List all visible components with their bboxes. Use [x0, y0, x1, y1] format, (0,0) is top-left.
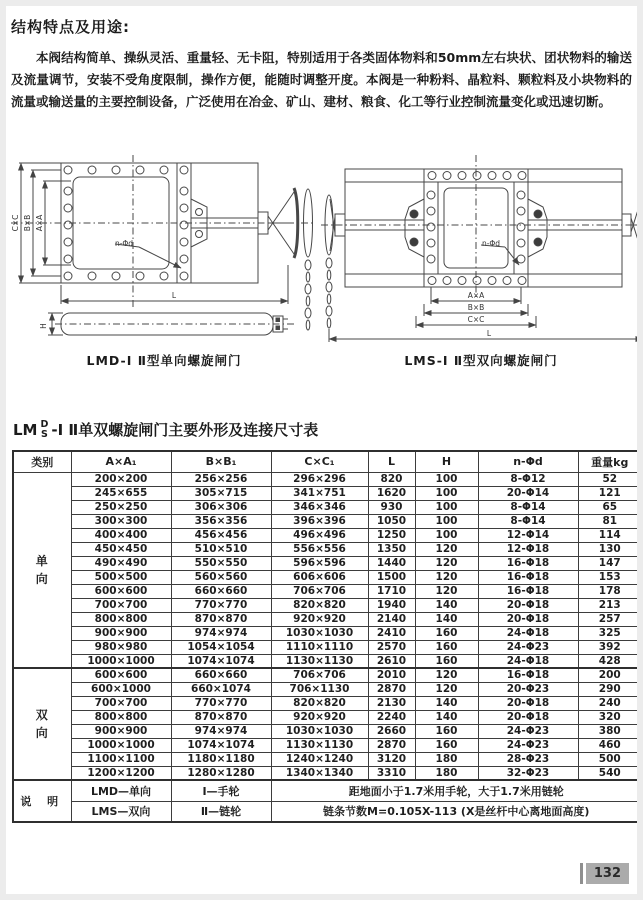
table-row [13, 598, 642, 612]
table-cell: 100 [415, 500, 478, 514]
table-cell: 16-Φ18 [478, 668, 578, 682]
table-cell: 16-Φ18 [478, 570, 578, 584]
table-cell: 560×560 [171, 570, 271, 584]
table-cell: 链条节数M=0.105X-113 (X是丝杆中心离地面高度) [271, 801, 642, 822]
spec-table-body [13, 472, 642, 822]
table-cell: 1710 [368, 584, 415, 598]
table-cell: 1340×1340 [271, 766, 368, 780]
table-title-fraction: D S [40, 418, 49, 440]
table-cell: 1940 [368, 598, 415, 612]
table-title-prefix: LM [13, 420, 38, 439]
table-cell: 100 [415, 472, 478, 486]
table-cell: 1000×1000 [71, 738, 171, 752]
table-cell: 140 [415, 612, 478, 626]
table-row [13, 668, 642, 682]
table-cell: 160 [415, 738, 478, 752]
table-row [13, 556, 642, 570]
table-cell: 20-Φ18 [478, 598, 578, 612]
table-cell: 660×660 [171, 668, 271, 682]
table-cell: 320 [578, 710, 642, 724]
table-header-row [13, 451, 642, 472]
table-cell: 600×1000 [71, 682, 171, 696]
table-cell: 974×974 [171, 724, 271, 738]
col-header: n-Φd [478, 451, 578, 472]
table-cell: 1130×1130 [271, 738, 368, 752]
table-cell: 820 [368, 472, 415, 486]
table-cell: 240 [578, 696, 642, 710]
table-cell: 2570 [368, 640, 415, 654]
table-cell: 428 [578, 654, 642, 668]
table-cell: 2870 [368, 682, 415, 696]
dim-label-h: H [39, 323, 48, 329]
table-cell: 500×500 [71, 570, 171, 584]
page-number-value: 132 [586, 863, 629, 884]
table-cell: 300×300 [71, 514, 171, 528]
table-cell: 100 [415, 514, 478, 528]
table-cell: 120 [415, 570, 478, 584]
table-cell: 32-Φ23 [478, 766, 578, 780]
table-cell: 8-Φ12 [478, 472, 578, 486]
table-cell: 257 [578, 612, 642, 626]
table-cell: 380 [578, 724, 642, 738]
table-cell: 1200×1200 [71, 766, 171, 780]
table-cell: 3120 [368, 752, 415, 766]
table-row [13, 472, 642, 486]
table-cell: 1030×1030 [271, 626, 368, 640]
table-cell: Ⅰ—手轮 [171, 780, 271, 801]
table-cell: 120 [415, 556, 478, 570]
section-heading: 结构特点及用途: [11, 18, 130, 36]
page-number [580, 863, 629, 884]
table-cell: 1000×1000 [71, 654, 171, 668]
table-cell: 456×456 [171, 528, 271, 542]
table-cell: 900×900 [71, 724, 171, 738]
table-row [13, 570, 642, 584]
table-row [13, 640, 642, 654]
table-cell: 800×800 [71, 612, 171, 626]
table-row [13, 542, 642, 556]
table-cell: 980×980 [71, 640, 171, 654]
table-cell: 24-Φ23 [478, 724, 578, 738]
table-cell: 2240 [368, 710, 415, 724]
table-cell: 20-Φ18 [478, 710, 578, 724]
page-number-bar [580, 863, 583, 884]
table-cell: 1074×1074 [171, 654, 271, 668]
table-cell: 2660 [368, 724, 415, 738]
table-cell: 1030×1030 [271, 724, 368, 738]
table-cell: 500 [578, 752, 642, 766]
table-cell: 8-Φ14 [478, 514, 578, 528]
table-cell: 820×820 [271, 696, 368, 710]
table-row [13, 738, 642, 752]
table-cell: 400×400 [71, 528, 171, 542]
table-row [13, 710, 642, 724]
table-cell: 1620 [368, 486, 415, 500]
table-cell: 130 [578, 542, 642, 556]
table-cell: 325 [578, 626, 642, 640]
category-cell: 双 向 [13, 668, 71, 780]
table-cell: 460 [578, 738, 642, 752]
table-cell: 600×600 [71, 584, 171, 598]
table-cell: 8-Φ14 [478, 500, 578, 514]
table-cell: 346×346 [271, 500, 368, 514]
table-cell: 1440 [368, 556, 415, 570]
table-cell: 510×510 [171, 542, 271, 556]
table-cell: 24-Φ23 [478, 640, 578, 654]
table-cell: 120 [415, 682, 478, 696]
table-cell: 160 [415, 724, 478, 738]
dim-label-cxc: C×C [11, 214, 20, 232]
table-row [13, 682, 642, 696]
table-note-row [13, 801, 642, 822]
table-cell: 341×751 [271, 486, 368, 500]
table-cell: 820×820 [271, 598, 368, 612]
table-cell: 121 [578, 486, 642, 500]
table-row [13, 500, 642, 514]
table-cell: 600×600 [71, 668, 171, 682]
col-header: A×A₁ [71, 451, 171, 472]
table-cell: 213 [578, 598, 642, 612]
table-cell: 700×700 [71, 696, 171, 710]
table-cell: 306×306 [171, 500, 271, 514]
table-cell: 870×870 [171, 612, 271, 626]
table-cell: 2010 [368, 668, 415, 682]
table-row [13, 528, 642, 542]
table-row [13, 752, 642, 766]
table-cell: 606×606 [271, 570, 368, 584]
table-cell: 65 [578, 500, 642, 514]
table-cell: 28-Φ23 [478, 752, 578, 766]
table-cell: 1250 [368, 528, 415, 542]
table-cell: 930 [368, 500, 415, 514]
table-cell: 1180×1180 [171, 752, 271, 766]
table-row [13, 584, 642, 598]
col-header: 类别 [13, 451, 71, 472]
notes-label: 说 明 [13, 780, 71, 822]
table-cell: 120 [415, 542, 478, 556]
dim-label-bxb: B×B [23, 214, 32, 232]
table-cell: 180 [415, 752, 478, 766]
table-cell: 24-Φ23 [478, 738, 578, 752]
table-cell: 140 [415, 598, 478, 612]
table-cell: 180 [415, 766, 478, 780]
category-cell: 单 向 [13, 472, 71, 668]
table-title-suffix: -Ⅰ Ⅱ单双螺旋闸门主要外形及连接尺寸表 [51, 421, 319, 439]
dim-label-l: L [171, 291, 177, 300]
table-cell: 160 [415, 626, 478, 640]
lmd-drawing [11, 155, 316, 347]
table-cell: 120 [415, 668, 478, 682]
table-cell: 1050 [368, 514, 415, 528]
table-cell: 24-Φ18 [478, 626, 578, 640]
table-cell: 305×715 [171, 486, 271, 500]
table-cell: 2870 [368, 738, 415, 752]
table-cell: 490×490 [71, 556, 171, 570]
col-header: 重量kg [578, 451, 642, 472]
table-cell: 1240×1240 [271, 752, 368, 766]
table-cell: 920×920 [271, 710, 368, 724]
dim-label-n-phi-d: n-Φd [114, 239, 134, 248]
table-cell: 16-Φ18 [478, 584, 578, 598]
table-cell: 178 [578, 584, 642, 598]
table-cell: 140 [415, 710, 478, 724]
table-cell: 1074×1074 [171, 738, 271, 752]
table-cell: 706×706 [271, 668, 368, 682]
table-cell: 770×770 [171, 598, 271, 612]
table-cell: 496×496 [271, 528, 368, 542]
table-cell: 2130 [368, 696, 415, 710]
table-cell: 160 [415, 654, 478, 668]
table-cell: 16-Φ18 [478, 556, 578, 570]
table-cell: 140 [415, 696, 478, 710]
table-cell: Ⅱ—链轮 [171, 801, 271, 822]
table-cell: 540 [578, 766, 642, 780]
table-cell: 200 [578, 668, 642, 682]
table-cell: 392 [578, 640, 642, 654]
table-cell: 296×296 [271, 472, 368, 486]
table-cell: 52 [578, 472, 642, 486]
table-row [13, 612, 642, 626]
table-cell: 245×655 [71, 486, 171, 500]
table-cell: 1350 [368, 542, 415, 556]
table-cell: 100 [415, 486, 478, 500]
table-cell: 距地面小于1.7米用手轮，大于1.7米用链轮 [271, 780, 642, 801]
table-cell: 20-Φ14 [478, 486, 578, 500]
table-cell: 81 [578, 514, 642, 528]
table-cell: 1500 [368, 570, 415, 584]
table-cell: LMD—单向 [71, 780, 171, 801]
table-cell: 2410 [368, 626, 415, 640]
table-title [13, 419, 634, 440]
table-cell: 290 [578, 682, 642, 696]
lms-drawing [321, 155, 643, 347]
table-cell: 660×1074 [171, 682, 271, 696]
table-cell: 160 [415, 640, 478, 654]
table-cell: 2140 [368, 612, 415, 626]
dim-label-l: L [486, 329, 492, 338]
table-cell: 200×200 [71, 472, 171, 486]
table-cell: 550×550 [171, 556, 271, 570]
table-row [13, 486, 642, 500]
table-cell: 100 [415, 528, 478, 542]
table-cell: 120 [415, 584, 478, 598]
lms-caption: LMS-Ⅰ Ⅱ型双向螺旋闸门 [404, 353, 558, 368]
table-cell: 706×706 [271, 584, 368, 598]
table-cell: 596×596 [271, 556, 368, 570]
table-cell: 800×800 [71, 710, 171, 724]
dim-label-axa: A×A [35, 214, 44, 232]
table-cell: 256×256 [171, 472, 271, 486]
table-cell: 12-Φ14 [478, 528, 578, 542]
description-paragraph: 本阀结构简单、操纵灵活、重量轻、无卡阻，特别适用于各类固体物料和50mm左右块状、团状物料的输送及流量调节，安装不受角度限制，操作方便，能随时调整开度。本阀是一种粉料、晶粒料、颗粒料及小块物料的流量或输送量的主要控制设备，广泛使用在冶金、矿山、建材、粮食、化工等行业控制流量变化或迅速切断。 [11, 50, 632, 109]
col-header: B×B₁ [171, 451, 271, 472]
table-row [13, 766, 642, 780]
table-cell: 1130×1130 [271, 654, 368, 668]
table-note-row [13, 780, 642, 801]
table-cell: 1100×1100 [71, 752, 171, 766]
table-cell: 706×1130 [271, 682, 368, 696]
table-cell: 870×870 [171, 710, 271, 724]
table-cell: 556×556 [271, 542, 368, 556]
table-cell: 1110×1110 [271, 640, 368, 654]
table-cell: 12-Φ18 [478, 542, 578, 556]
table-row [13, 626, 642, 640]
table-cell: 1054×1054 [171, 640, 271, 654]
col-header: C×C₁ [271, 451, 368, 472]
table-cell: 147 [578, 556, 642, 570]
table-row [13, 696, 642, 710]
col-header: H [415, 451, 478, 472]
table-cell: 920×920 [271, 612, 368, 626]
table-cell: 20-Φ18 [478, 612, 578, 626]
table-cell: 974×974 [171, 626, 271, 640]
col-header: L [368, 451, 415, 472]
dim-label-axa: A×A [467, 291, 485, 300]
table-cell: LMS—双向 [71, 801, 171, 822]
table-cell: 356×356 [171, 514, 271, 528]
dim-label-n-phi-d: n-Φd [481, 239, 501, 248]
table-row [13, 724, 642, 738]
technical-drawings [9, 155, 634, 375]
table-row [13, 654, 642, 668]
dim-label-cxc: C×C [467, 315, 485, 324]
table-cell: 114 [578, 528, 642, 542]
table-cell: 660×660 [171, 584, 271, 598]
table-cell: 3310 [368, 766, 415, 780]
dimension-table [12, 450, 643, 823]
table-cell: 250×250 [71, 500, 171, 514]
table-cell: 700×700 [71, 598, 171, 612]
dim-label-bxb: B×B [467, 303, 485, 312]
table-cell: 396×396 [271, 514, 368, 528]
table-cell: 770×770 [171, 696, 271, 710]
table-cell: 2610 [368, 654, 415, 668]
table-cell: 153 [578, 570, 642, 584]
table-cell: 20-Φ18 [478, 696, 578, 710]
table-row [13, 514, 642, 528]
table-cell: 450×450 [71, 542, 171, 556]
lmd-caption: LMD-Ⅰ Ⅱ型单向螺旋闸门 [86, 353, 242, 368]
table-cell: 24-Φ18 [478, 654, 578, 668]
table-cell: 1280×1280 [171, 766, 271, 780]
table-cell: 20-Φ23 [478, 682, 578, 696]
table-cell: 900×900 [71, 626, 171, 640]
